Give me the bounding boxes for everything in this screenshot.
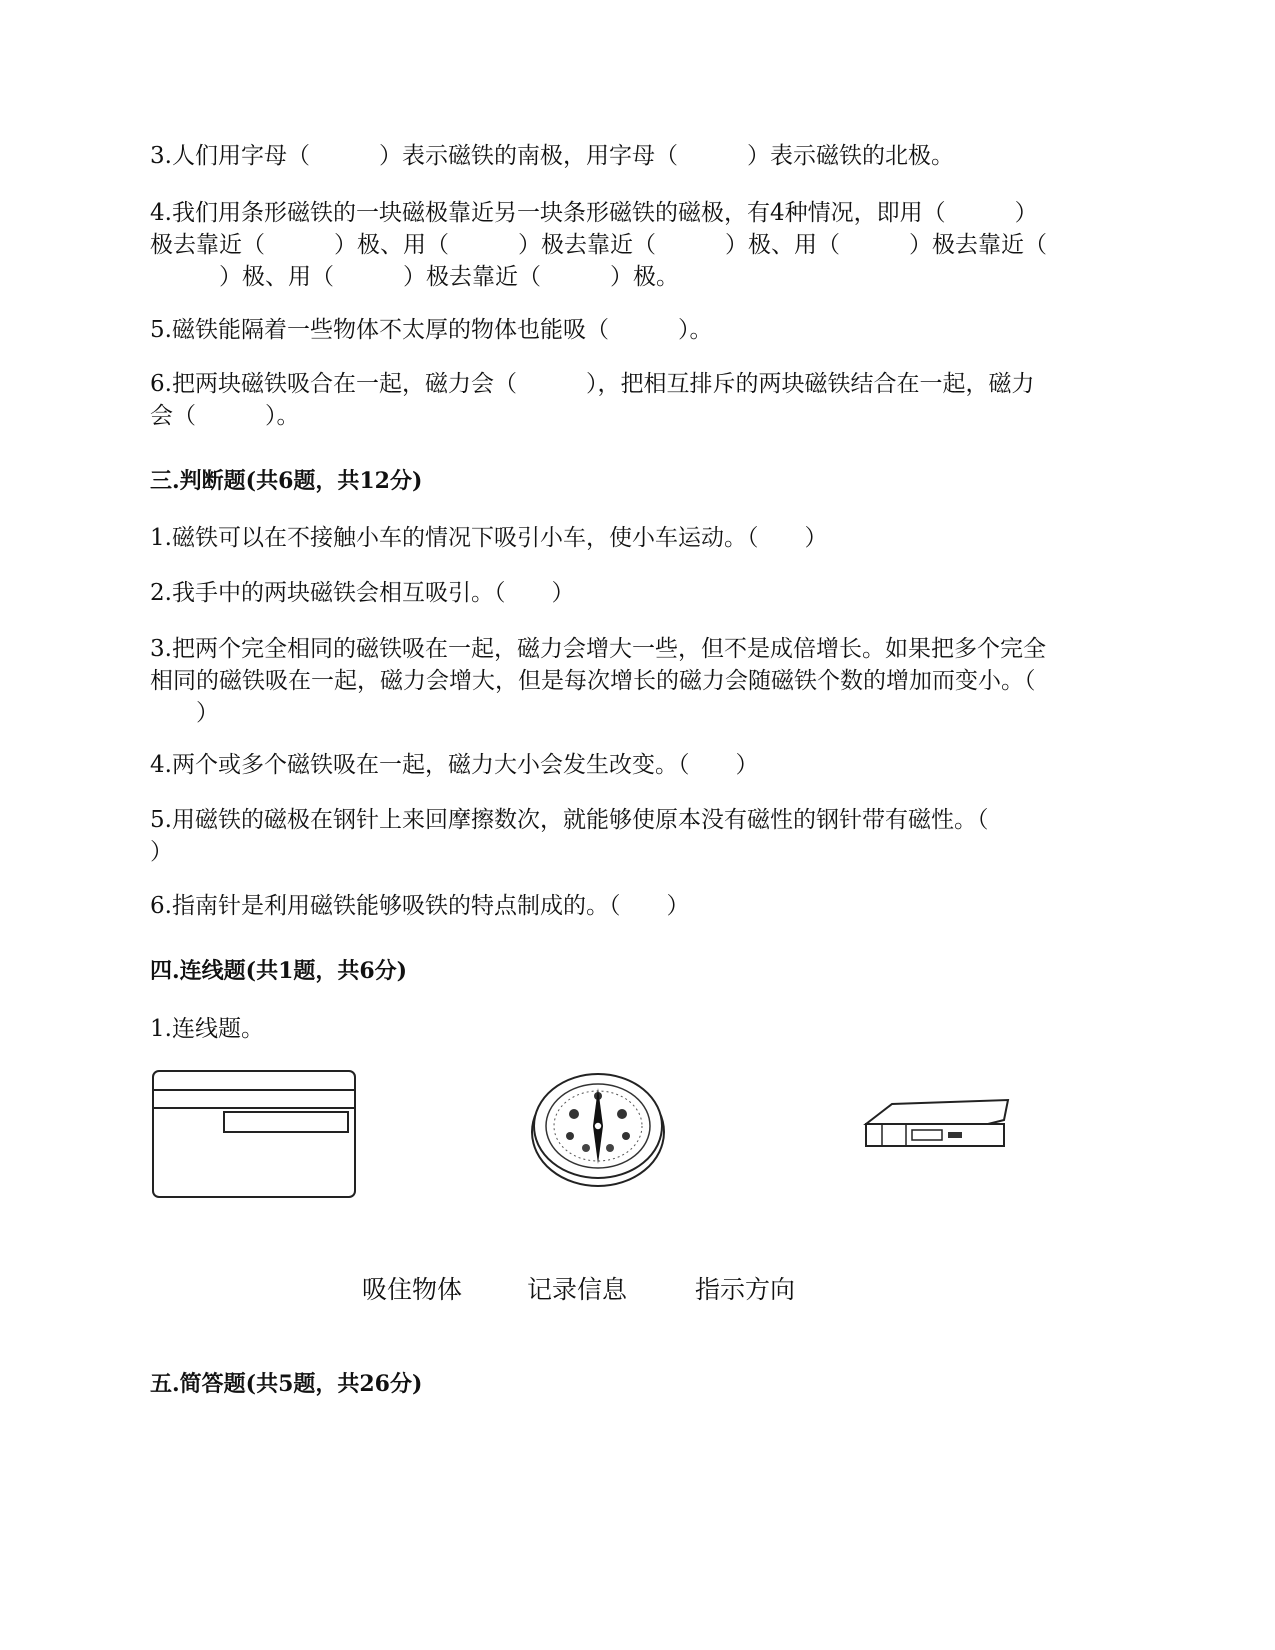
fill-question-4: 4.我们用条形磁铁的一块磁极靠近另一块条形磁铁的磁极，有4种情况，即用（ ） 极去靠近（ ）极、用（ ）极去靠近（ ）极、用（ ）极去靠近（ ）极、用（ ）极去靠近（ ）极。 (150, 200, 1047, 290)
pencil-box-icon (862, 1092, 1012, 1152)
match-question-1: 1.连线题。 (150, 1016, 264, 1042)
fill-question-6: 6.把两块磁铁吸合在一起，磁力会（ ），把相互排斥的两块磁铁结合在一起，磁力 会（ ）。 (150, 371, 1035, 429)
section-3-title: 三.判断题(共6题，共12分) (150, 468, 423, 494)
section-5-title: 五.简答题(共5题，共26分) (150, 1371, 423, 1397)
judge-question-5: 5.用磁铁的磁极在钢针上来回摩擦数次，就能够使原本没有磁性的钢针带有磁性。（ ） (150, 807, 989, 865)
bank-card-icon (150, 1068, 360, 1203)
judge-question-6: 6.指南针是利用磁铁能够吸铁的特点制成的。（ ） (150, 893, 690, 919)
judge-question-4: 4.两个或多个磁铁吸在一起，磁力大小会发生改变。（ ） (150, 752, 759, 778)
match-label-attract: 吸住物体 (362, 1275, 463, 1304)
fill-question-3: 3.人们用字母（ ）表示磁铁的南极，用字母（ ）表示磁铁的北极。 (150, 143, 954, 169)
judge-question-2: 2.我手中的两块磁铁会相互吸引。（ ） (150, 580, 575, 606)
judge-question-3: 3.把两个完全相同的磁铁吸在一起，磁力会增大一些，但不是成倍增长。如果把多个完全 相同的磁铁吸在一起，磁力会增大，但是每次增长的磁力会随磁铁个数的增加而变小。（ ） (150, 636, 1046, 726)
section-4-title: 四.连线题(共1题，共6分) (150, 958, 408, 984)
match-label-record: 记录信息 (527, 1275, 628, 1304)
fill-question-5: 5.磁铁能隔着一些物体不太厚的物体也能吸（ ）。 (150, 317, 713, 343)
compass-icon (528, 1066, 668, 1190)
match-label-direction: 指示方向 (695, 1275, 796, 1304)
judge-question-1: 1.磁铁可以在不接触小车的情况下吸引小车，使小车运动。（ ） (150, 525, 828, 551)
